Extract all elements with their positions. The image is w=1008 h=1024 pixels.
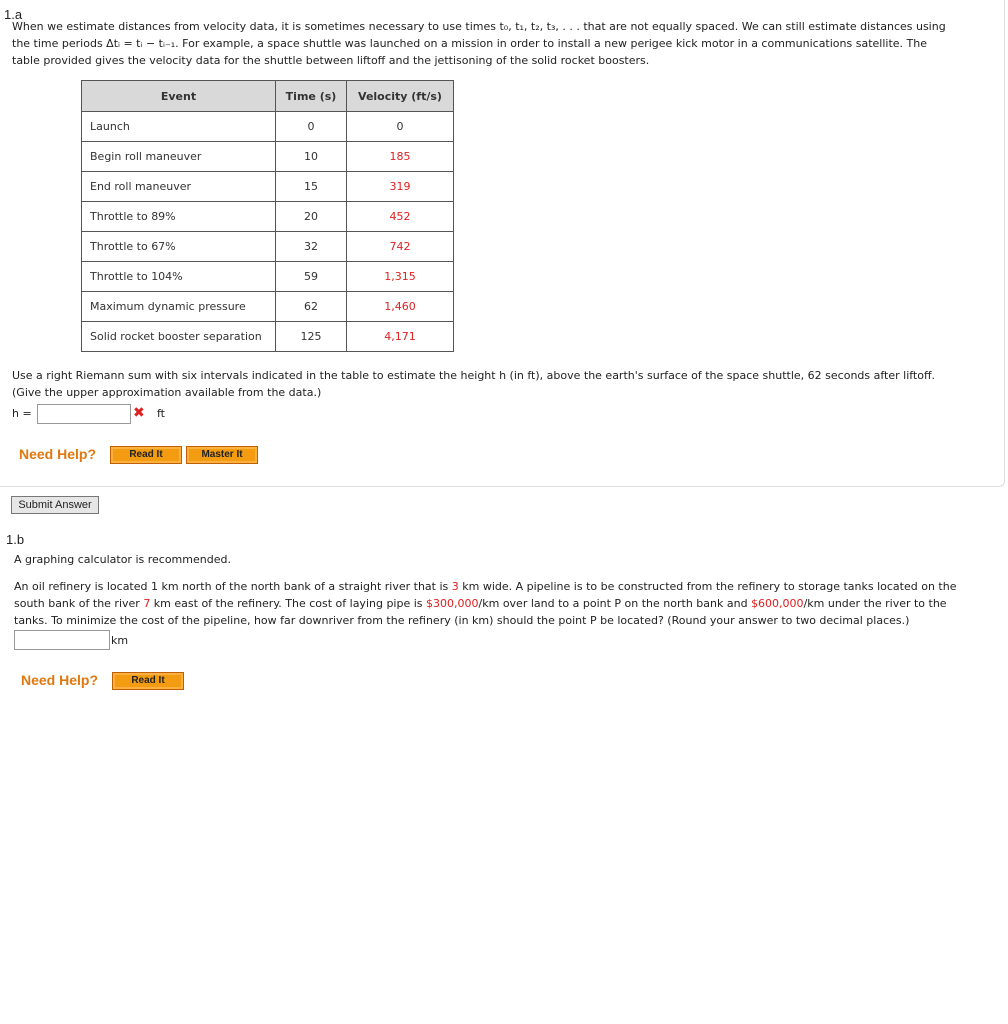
column-header-velocity: Velocity (ft/s) — [347, 81, 454, 112]
intro-line: table provided gives the velocity data for the shuttle between liftoff and the jettisoning of the solid rocket boosters. — [12, 54, 650, 67]
table-row — [82, 142, 454, 172]
table-row — [82, 262, 454, 292]
east-distance-value: 7 — [143, 597, 151, 610]
answer-unit: ft — [157, 407, 165, 420]
table-row — [82, 322, 454, 352]
question-line — [14, 578, 956, 595]
read-it-button[interactable]: Read It — [110, 446, 182, 464]
need-help-label: Need Help? — [21, 672, 99, 688]
calculator-note: A graphing calculator is recommended. — [14, 553, 231, 566]
time-cell: 15 — [276, 172, 347, 202]
time-cell: 32 — [276, 232, 347, 262]
text-segment: /km under the river to the — [803, 597, 947, 610]
event-cell: Begin roll maneuver — [82, 142, 276, 172]
table-row — [82, 292, 454, 322]
event-cell: Launch — [82, 112, 276, 142]
table-row — [82, 112, 454, 142]
velocity-cell: 1,315 — [347, 262, 454, 292]
event-cell: Solid rocket booster separation — [82, 322, 276, 352]
time-cell: 20 — [276, 202, 347, 232]
table-header-row — [82, 81, 454, 112]
time-cell: 62 — [276, 292, 347, 322]
velocity-cell: 4,171 — [347, 322, 454, 352]
text-segment: An oil refinery is located 1 km north of the north bank of a straight river that is — [14, 580, 452, 593]
time-cell: 0 — [276, 112, 347, 142]
read-it-button[interactable]: Read It — [112, 672, 184, 690]
question-1a-prompt — [12, 367, 935, 401]
river-width-value: 3 — [451, 580, 459, 593]
land-cost-value: $300,000 — [426, 597, 479, 610]
prompt-line: Use a right Riemann sum with six intervals indicated in the table to estimate the height h (in ft), above the earth's surface of the space shuttle, 62 seconds after liftoff. — [12, 369, 936, 382]
column-header-time: Time (s) — [276, 81, 347, 112]
velocity-cell: 452 — [347, 202, 454, 232]
text-segment: km wide. A pipeline is to be constructed from the refinery to storage tanks located on the — [458, 580, 957, 593]
table-row — [82, 202, 454, 232]
river-cost-value: $600,000 — [751, 597, 804, 610]
incorrect-x-icon: ✖ — [133, 405, 145, 421]
answer-unit: km — [111, 634, 129, 647]
column-header-event: Event — [82, 81, 276, 112]
text-segment: south bank of the river — [14, 597, 144, 610]
master-it-button[interactable]: Master It — [186, 446, 258, 464]
question-1b-text — [14, 578, 956, 629]
time-cell: 125 — [276, 322, 347, 352]
intro-line: the time periods Δtᵢ = tᵢ − tᵢ₋₁. For example, a space shuttle was launched on a mission in order to install a new perigee kick motor in a communications satellite. The — [12, 37, 927, 50]
question-number: 1.a — [4, 7, 23, 22]
submit-answer-button[interactable]: Submit Answer — [11, 496, 99, 514]
velocity-cell: 1,460 — [347, 292, 454, 322]
table-row — [82, 232, 454, 262]
answer-label: h = — [12, 407, 32, 420]
velocity-cell: 0 — [347, 112, 454, 142]
question-line — [14, 595, 956, 612]
height-answer-input[interactable] — [37, 404, 131, 424]
time-cell: 10 — [276, 142, 347, 172]
question-1a-intro — [12, 18, 946, 69]
prompt-line: (Give the upper approximation available from the data.) — [12, 386, 322, 399]
velocity-cell: 185 — [347, 142, 454, 172]
event-cell: End roll maneuver — [82, 172, 276, 202]
time-cell: 59 — [276, 262, 347, 292]
event-cell: Throttle to 67% — [82, 232, 276, 262]
distance-answer-input[interactable] — [14, 630, 110, 650]
question-number: 1.b — [6, 532, 25, 547]
event-cell: Throttle to 104% — [82, 262, 276, 292]
question-line: tanks. To minimize the cost of the pipeline, how far downriver from the refinery (in km) should the point P be located? (Round your answer to two decimal places.) — [14, 614, 910, 627]
velocity-cell: 319 — [347, 172, 454, 202]
need-help-label: Need Help? — [19, 446, 97, 462]
event-cell: Maximum dynamic pressure — [82, 292, 276, 322]
intro-line: When we estimate distances from velocity data, it is sometimes necessary to use times t₀, t₁, t₂, t₃, . . . that are not equally spaced. We can still estimate distances using — [12, 20, 946, 33]
velocity-table — [81, 80, 454, 352]
text-segment: km east of the refinery. The cost of laying pipe is — [150, 597, 427, 610]
event-cell: Throttle to 89% — [82, 202, 276, 232]
text-segment: /km over land to a point P on the north bank and — [478, 597, 752, 610]
table-row — [82, 172, 454, 202]
velocity-cell: 742 — [347, 232, 454, 262]
